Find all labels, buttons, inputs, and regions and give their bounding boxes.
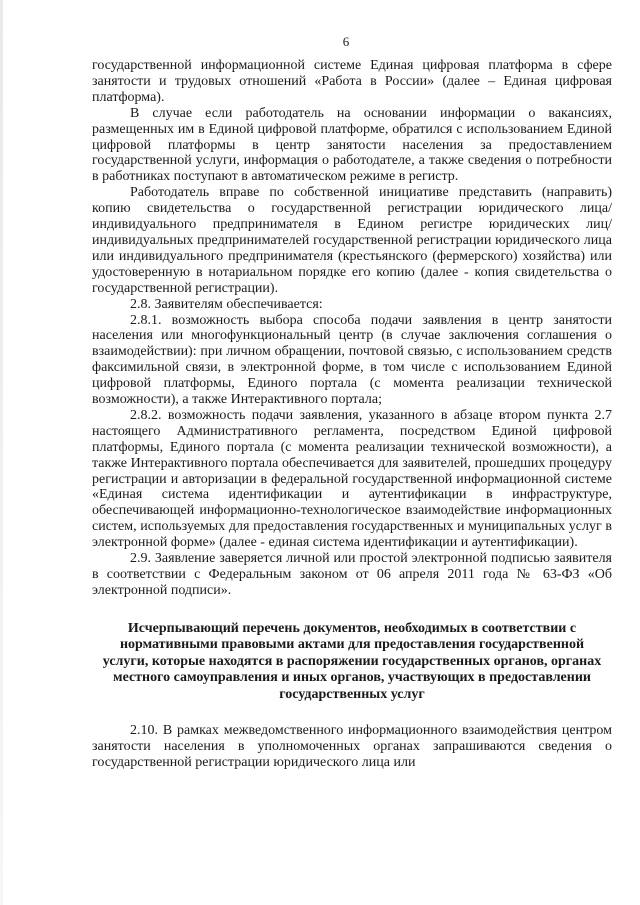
paragraph: 2.8.2. возможность подачи заявления, указанного в абзаце втором пункта 2.7 настоящего Административного регламента, посредством Единой цифровой платформы, Единого портала (с момента реализации технической возможности), а также Интерактивного портала обеспечивается для заявителей, прошедших процедуру регистрации и авторизации в федеральной государственной информационной системе «Единая система идентификации и аутентификации в инфраструктуре, обеспечивающей информационно-технологическое взаимодействие информационных систем, используемых для предоставления государственных и муниципальных услуг в электронной форме» (далее - единая система идентификации и аутентификации). — [92, 407, 612, 551]
section-heading: Исчерпывающий перечень документов, необходимых в соответствии с нормативными правовыми актами для предоставления государственной услуги, которые находятся в распоряжении государственных органов, органах местного самоуправления и иных органов, участвующих в предоставлении государственных услуг — [102, 620, 602, 702]
paragraph: государственной информационной системе Единая цифровая платформа в сфере занятости и трудовых отношений «Работа в России» (далее – Единая цифровая платформа). — [92, 58, 612, 105]
page-number: 6 — [342, 34, 350, 49]
body-text-top — [92, 58, 612, 599]
paragraph: 2.8. Заявителям обеспечивается: — [130, 296, 323, 312]
paragraph: В случае если работодатель на основании информации о вакансиях, размещенных им в Единой цифровой платформе, обратился с использованием Единой цифровой платформы в центр занятости населения за предоставлением государственной услуги, информация о работодателе, а также сведения о потребности в работниках поступают в автоматическом режиме в регистр. — [92, 105, 612, 185]
paragraph: 2.9. Заявление заверяется личной или простой электронной подписью заявителя в соответствии с Федеральным законом от 06 апреля 2011 года № 63-ФЗ «Об электронной подписи». — [92, 551, 612, 598]
paragraph: Работодатель вправе по собственной инициативе представить (направить) копию свидетельства о государственной регистрации юридического лица/индивидуального предпринимателя в Едином регистре юридических лиц/индивидуальных предпринимателей государственной регистрации юридического лица или индивидуального предпринимателя (крестьянского (фермерского) хозяйства) или удостоверенную в нотариальном порядке его копию (далее - копия свидетельства о государственной регистрации). — [92, 185, 612, 296]
body-text-bottom — [92, 723, 612, 771]
scan-edge — [0, 0, 3, 905]
paragraph: 2.8.1. возможность выбора способа подачи заявления в центр занятости населения или многофункциональный центр (в случае заключения соглашения о взаимодействии): при личном обращении, почтовой связью, с использованием средств факсимильной связи, в электронной форме, в том числе с использованием Единой цифровой платформы, Единого портала (с момента реализации технической возможности), а также Интерактивного портала; — [92, 312, 612, 408]
paragraph: 2.10. В рамках межведомственного информационного взаимодействия центром занятости населения в уполномоченных органах запрашиваются сведения о государственной регистрации юридического лица или — [92, 723, 612, 771]
